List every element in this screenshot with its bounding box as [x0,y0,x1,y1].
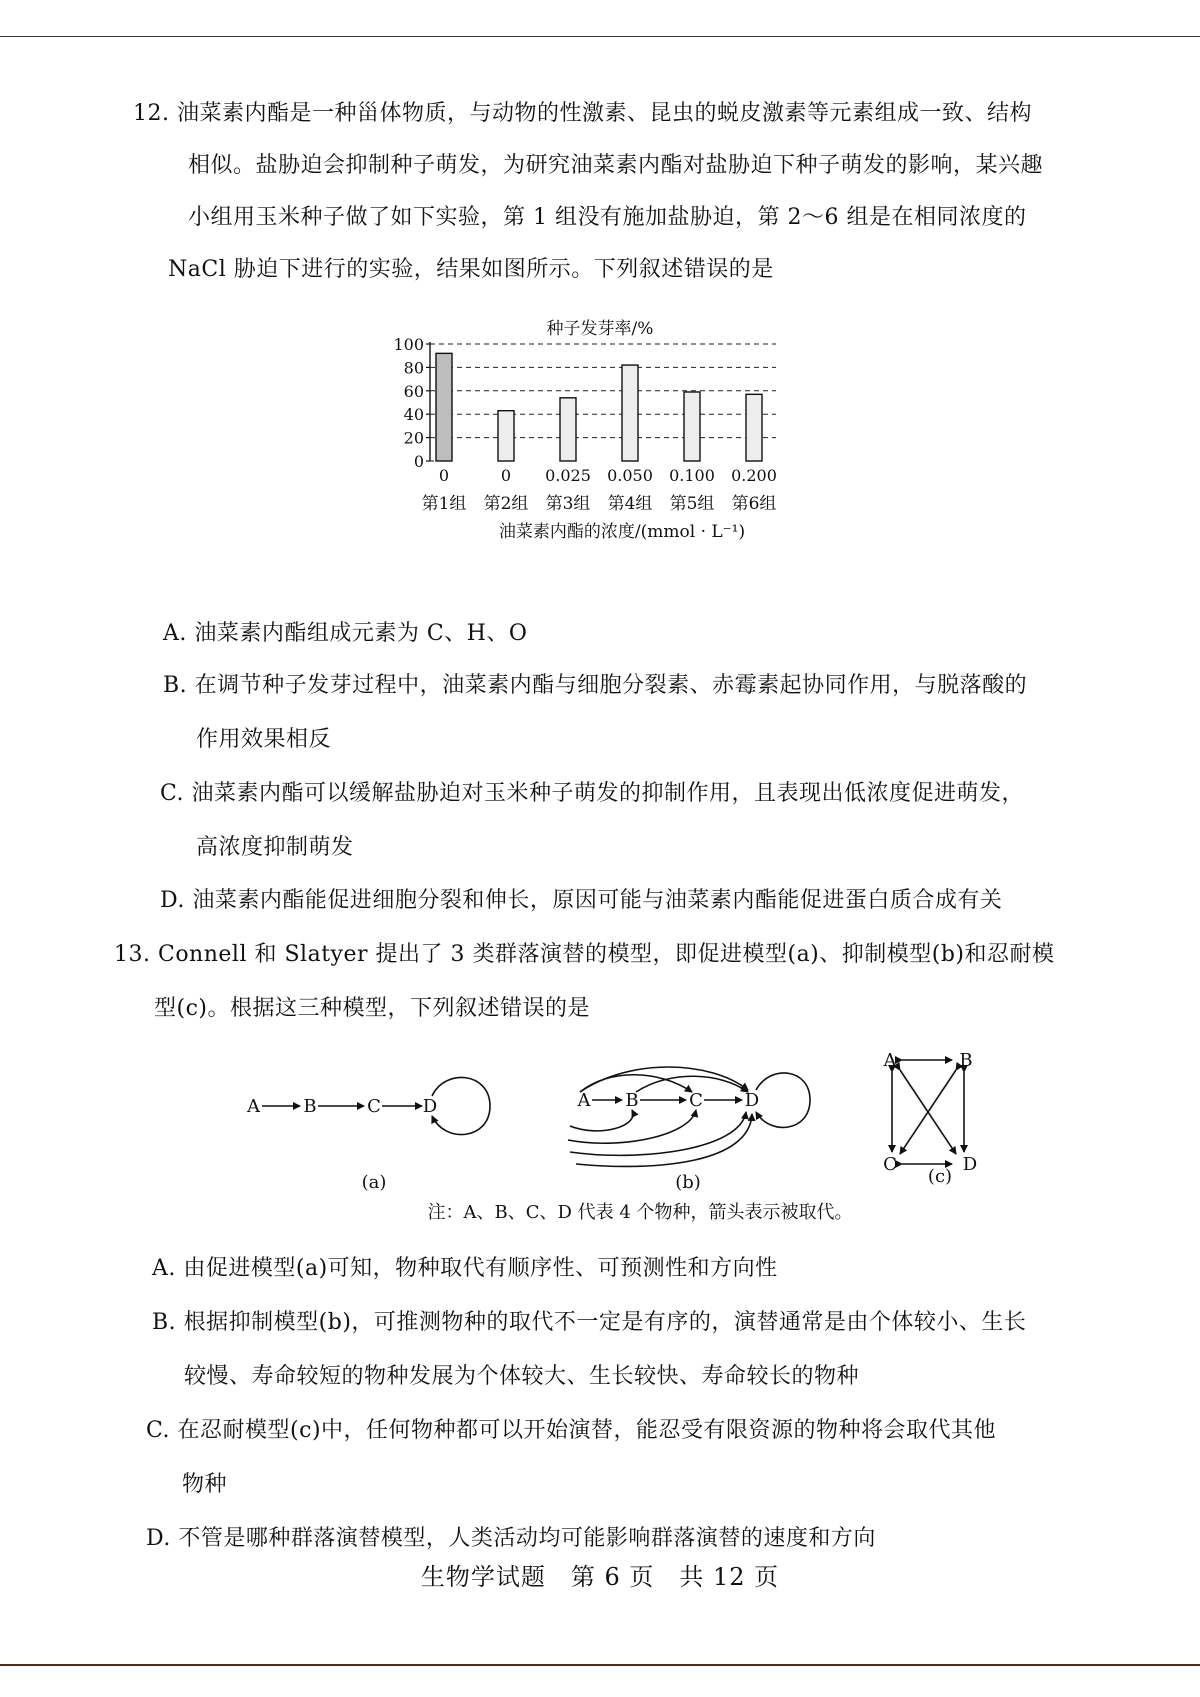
x-group-label: 第3组 [545,494,591,514]
q12-line-1: 12. 油菜素内酯是一种甾体物质，与动物的性激素、昆虫的蜕皮激素等元素组成一致、结构 [133,101,1032,126]
bar-第5组 [684,392,700,461]
q12-line-4: NaCl 胁迫下进行的实验，结果如图所示。下列叙述错误的是 [168,257,774,282]
succession-models-diagram [240,1040,1020,1223]
x-group-label: 第5组 [669,494,715,514]
top-rule [0,36,1200,37]
bar-第6组 [746,394,762,461]
y-tick-label: 0 [413,452,424,471]
q13-line-2: 型(c)。根据这三种模型，下列叙述错误的是 [154,996,590,1021]
x-group-label: 第6组 [731,494,777,514]
model-b-node-d: D [744,1090,760,1111]
model-b-label: (b) [675,1172,701,1193]
q13-option-d: D. 不管是哪种群落演替模型，人类活动均可能影响群落演替的速度和方向 [146,1526,876,1551]
germination-bar-chart [393,318,860,586]
model-a-node-d: D [422,1096,438,1117]
model-c-node-d: D [962,1154,978,1175]
model-b-arrows [568,1067,810,1166]
bottom-rule [0,1664,1200,1666]
chart-title: 种子发芽率/% [546,319,654,339]
x-concentration-label: 0.200 [731,466,777,485]
model-c-label: (c) [927,1166,953,1187]
x-group-label: 第4组 [607,494,653,514]
model-a-node-a: A [247,1096,260,1117]
x-axis-title: 油菜素内酯的浓度/(mmol · L⁻¹) [498,522,746,542]
q12-option-c-line-2: 高浓度抑制萌发 [196,835,354,860]
x-concentration-label: 0 [500,466,512,485]
q12-line-3: 小组用玉米种子做了如下实验，第 1 组没有施加盐胁迫，第 2～6 组是在相同浓度的 [188,205,1027,230]
x-concentration-label: 0.050 [607,466,653,485]
y-tick-label: 40 [403,405,424,425]
q12-line-2: 相似。盐胁迫会抑制种子萌发，为研究油菜素内酯对盐胁迫下种子萌发的影响，某兴趣 [188,153,1044,178]
model-a-node-b: B [303,1096,317,1117]
y-tick-label: 100 [393,335,424,354]
bar-第4组 [622,365,638,461]
bar-第2组 [498,411,514,461]
q12-option-a: A. 油菜素内酯组成元素为 C、H、O [163,621,528,646]
page-footer: 生物学试题 第 6 页 共 12 页 [420,1563,780,1591]
model-a-label: (a) [361,1172,387,1193]
model-b-node-b: B [625,1090,639,1111]
bar-第1组 [436,353,452,461]
q12-option-d: D. 油菜素内酯能促进细胞分裂和伸长，原因可能与油菜素内酯能促进蛋白质合成有关 [160,888,1003,913]
model-c-node-a: A [883,1050,897,1071]
x-concentration-label: 0.100 [669,466,715,485]
model-b-node-c: C [689,1090,703,1111]
model-c-node-c: C [883,1154,897,1175]
y-tick-label: 80 [403,358,424,378]
diagram-note: 注：A、B、C、D 代表 4 个物种，箭头表示被取代。 [427,1202,853,1223]
q13-option-c-line-1: C. 在忍耐模型(c)中，任何物种都可以开始演替，能忍受有限资源的物种将会取代其他 [146,1418,997,1443]
bar-第3组 [560,398,576,461]
model-c-arrows [892,1060,964,1164]
y-tick-label: 20 [403,428,424,448]
x-group-label: 第2组 [483,494,529,514]
q12-option-b-line-2: 作用效果相反 [196,727,332,752]
x-group-label: 第1组 [421,494,467,514]
q13-option-c-line-2: 物种 [182,1472,228,1497]
model-b-node-a: A [577,1090,591,1111]
y-tick-label: 60 [403,381,424,401]
q13-option-b-line-2: 较慢、寿命较短的物种发展为个体较大、生长较快、寿命较长的物种 [184,1364,860,1389]
q12-option-b-line-1: B. 在调节种子发芽过程中，油菜素内酯与细胞分裂素、赤霉素起协同作用，与脱落酸的 [163,673,1028,698]
x-concentration-label: 0.025 [545,466,591,485]
model-c-node-b: B [959,1050,973,1071]
q13-option-b-line-1: B. 根据抑制模型(b)，可推测物种的取代不一定是有序的，演替通常是由个体较小、生长 [152,1310,1027,1335]
q13-line-1: 13. Connell 和 Slatyer 提出了 3 类群落演替的模型，即促进模型(a)、抑制模型(b)和忍耐模 [114,942,1055,967]
q13-option-a: A. 由促进模型(a)可知，物种取代有顺序性、可预测性和方向性 [152,1256,778,1281]
q12-option-c-line-1: C. 油菜素内酯可以缓解盐胁迫对玉米种子萌发的抑制作用，且表现出低浓度促进萌发， [160,781,1025,806]
x-concentration-label: 0 [438,466,450,485]
model-a-node-c: C [367,1096,381,1117]
